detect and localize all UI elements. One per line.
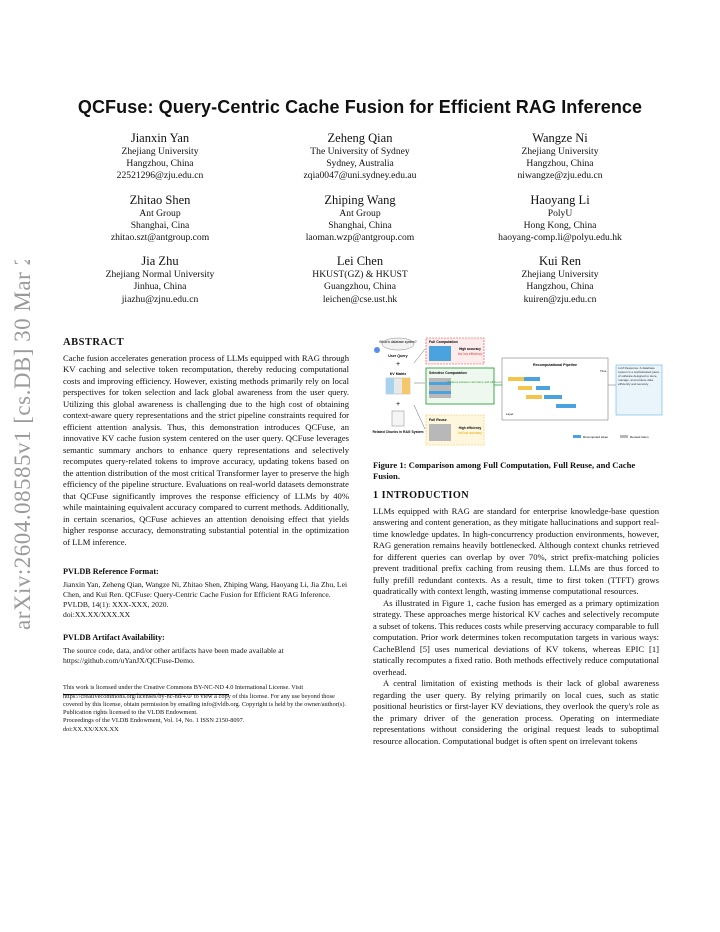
author-email: zqia0047@uni.sydney.edu.au — [303, 170, 417, 182]
author-entry — [60, 193, 260, 245]
author-loc: Sydney, Australia — [326, 158, 394, 170]
pipeline-box — [502, 358, 608, 420]
author-loc: Hangzhou, China — [526, 158, 594, 170]
author-loc: Hangzhou, China — [526, 281, 594, 293]
figure-1 — [368, 335, 668, 455]
license-text: This work is licensed under the Creative Commons BY-NC-ND 4.0 International License. Visit https://creativecommons.org/licenses/by-nc-nd/4.0/ to view a copy of this license. For any use beyond those covered by this license, obtain permission by emailing info@vldb.org. Copyright is held by the owner/author(s). Publication rights licensed to the VLDB Endowment. — [63, 684, 347, 717]
proceedings-text: Proceedings of the VLDB Endowment, Vol. 14, No. 1 ISSN 2150-8097. — [63, 717, 245, 725]
author-email: haoyang-comp.li@polyu.edu.hk — [498, 232, 622, 244]
author-name: Haoyang Li — [530, 192, 590, 207]
author-block — [60, 131, 660, 306]
author-entry — [460, 193, 660, 245]
intro-paragraph-2: As illustrated in Figure 1, cache fusion has emerged as a primary optimization strategy. These approaches merge historical KV caches and selectively recompute a subset of tokens. This reduces costs while preserving accuracy comparable to full computation. Prior work determines token recomputation targets in various ways: CacheBlend [5] uses numerical deviations of KV tokens, whereas EPIC [1] statically recomputes a fixed ratio. Both methods effectively reduce computational overhead. — [373, 597, 659, 677]
intro-paragraph-1: LLMs equipped with RAG are standard for enterprise knowledge-base question answering and content generation, as they mitigate hallucinations and support real-time knowledge updates. In high-concurrency production environments, however, RAG generation remains heavily bottlenecked. Although context chunks retrieved for different queries can overlap by over 70%, strict prefix-matching policies prevent traditional prefix caching from reusing them. LLMs are thus forced to fully prefill redundant contexts. As a result, time to first token (TTFT) grows quadratically with context length, wasting immense computational resources. — [373, 505, 659, 596]
legend-recomputed: Recomputed token — [583, 435, 609, 439]
author-loc: Guangzhou, China — [324, 281, 396, 293]
full-reuse-note2: but low accuracy — [458, 431, 482, 435]
abstract-text: Cache fusion accelerates generation process of LLMs equipped with RAG through KV caching and selective token recomputation, thereby reducing computational costs and improving efficiency. However, existing methods primarily rely on local perspectives for token selection and lack global awareness from the user query. Utilizing this global awareness is challenging due to the high cost of obtaining context-aware query representations and the strict pipeline constraints required for efficient attention analysis. Thus, this demonstration introduces QCFuse, an innovative KV cache fusion system centered on the user query. QCFuse leverages semantic summary anchors to enhance query representations and selectively recomputes query-related tokens to improve accuracy, updating tokens based on the attention distribution of the most critical Transformer layer to preserve the high efficiency of the pipeline structure. Evaluations on real-world datasets demonstrate that QCFuse significantly improves the response efficiency of LLMs by 40% while maintaining equivalent accuracy compared to current methods. Additionally, in certain scenarios, QCFuse achieves an attention denoising effect that yields higher response accuracy, demonstrating substantial potential in the optimization of LLM inference. — [63, 352, 349, 547]
pipeline-label: Recomputational Pipeline — [533, 363, 577, 367]
plus-sign-2: + — [395, 401, 401, 408]
selective-note: Balance between accuracy and efficiency — [447, 380, 503, 384]
author-entry — [260, 193, 460, 245]
legend-reused: Reused token — [630, 435, 649, 439]
author-entry — [60, 254, 260, 306]
author-email: laoman.wzp@antgroup.com — [305, 232, 415, 244]
author-affil: Zhejiang University — [521, 269, 599, 281]
user-icon — [374, 347, 380, 353]
author-loc: Hangzhou, China — [126, 158, 194, 170]
author-entry — [260, 131, 460, 183]
introduction-heading: 1 INTRODUCTION — [373, 490, 470, 501]
full-comp-note1: High accuracy — [459, 347, 481, 351]
reference-format-doi: doi:XX.XX/XXX.XX — [63, 610, 131, 620]
abstract-heading: ABSTRACT — [63, 337, 125, 348]
author-name: Zhitao Shen — [129, 192, 191, 207]
author-name: Jianxin Yan — [130, 131, 190, 145]
intro-paragraph-3: A central limitation of existing methods is their lack of global awareness regarding the user query. By relying primarily on local cues, such as static positional heuristics or first-layer KV deviations, they overlook the query's role as the primary driver of the generation process. Operating on intermediate representations without considering the original request leads to suboptimal resource allocation. Computational budget is often spent on irrelevant tokens — [373, 678, 659, 746]
author-entry — [260, 254, 460, 306]
author-name: Zeheng Qian — [327, 131, 393, 145]
time-label: Time — [600, 369, 607, 373]
author-email: 22521296@zju.edu.cn — [116, 170, 204, 182]
document-icon — [392, 411, 404, 426]
reference-format-text: Jianxin Yan, Zeheng Qian, Wangze Ni, Zhitao Shen, Zhiping Wang, Haoyang Li, Jia Zhu, Lei Chen, and Kui Ren. QCFuse: Query-Centric Cache Fusion for Efficient RAG Inference. PVLDB, 14(1): XXX-XXX, 2020. — [63, 579, 348, 609]
footnote-doi: doi:XX.XX/XXX.XX — [63, 725, 119, 733]
right-column — [373, 490, 659, 747]
author-affil: Zhejiang Normal University — [105, 269, 215, 281]
full-reuse-label: Full Reuse — [429, 418, 447, 422]
author-affil: Zhejiang University — [521, 146, 599, 157]
full-reuse-note1: High efficiency — [458, 426, 482, 430]
author-email: zhitao.szt@antgroup.com — [110, 232, 210, 244]
author-affil: HKUST(GZ) & HKUST — [312, 269, 408, 281]
figure-caption: Figure 1: Comparison among Full Computation, Full Reuse, and Cache Fusion. — [373, 460, 636, 482]
branch-arrows — [414, 349, 425, 429]
full-comp-note2: but low efficiency — [457, 352, 483, 356]
user-query-label: User Query — [388, 354, 408, 358]
author-entry — [60, 131, 260, 183]
author-affil: The University of Sydney — [310, 146, 410, 157]
full-computation-grid — [429, 346, 451, 361]
left-column — [63, 337, 349, 734]
kv-matrix-label: KV Matrix — [389, 372, 407, 376]
query-bubble-text: What is database system? — [379, 340, 417, 344]
legend-recomputed-swatch — [573, 435, 581, 438]
author-email: jiazhu@zjnu.edu.cn — [121, 293, 199, 305]
author-loc: Shanghai, China — [328, 219, 392, 231]
author-email: leichen@cse.ust.hk — [322, 293, 398, 305]
author-name: Wangze Ni — [532, 131, 588, 145]
author-name: Kui Ren — [538, 254, 581, 269]
author-affil: Zhejiang University — [121, 146, 199, 157]
author-affil: Ant Group — [339, 207, 381, 219]
author-entry — [460, 131, 660, 183]
related-chunks-label: Related Chunks in RAG System — [372, 430, 424, 434]
legend-reused-swatch — [620, 435, 628, 438]
selective-label: Selective Computation — [429, 371, 467, 375]
author-entry — [460, 254, 660, 306]
paper-title: QCFuse: Query-Centric Cache Fusion for Efficient RAG Inference — [77, 97, 643, 117]
plus-sign-1: + — [395, 361, 401, 368]
author-loc: Jinhua, China — [133, 281, 187, 293]
author-name: Jia Zhu — [141, 254, 179, 269]
full-computation-label: Full Computation — [429, 340, 458, 344]
llm-output-text: LLM Response: A database system is a sophisticated piece of software designed to store, manage, and retrieve data efficiently and securely. — [618, 367, 660, 386]
artifact-text: The source code, data, and/or other artifacts have been made available at https://github.com/uYanJX/QCFuse-Demo. — [63, 645, 284, 666]
author-name: Lei Chen — [336, 254, 384, 269]
layer-label: Layer — [506, 412, 514, 416]
author-name: Zhiping Wang — [324, 192, 396, 207]
arxiv-identifier — [0, 260, 44, 660]
kv-matrix-grid — [386, 378, 410, 394]
author-affil: Ant Group — [139, 207, 181, 219]
author-email: kuiren@zju.edu.cn — [523, 293, 597, 305]
author-loc: Shanghai, Cina — [130, 219, 190, 231]
author-email: niwangze@zju.edu.cn — [517, 170, 603, 182]
reference-format-heading: PVLDB Reference Format: — [63, 567, 159, 576]
arxiv-id-text: arXiv:2604.08585v1 [cs.DB] 30 Mar 2026 — [10, 260, 35, 630]
author-loc: Hong Kong, China — [523, 219, 597, 231]
full-reuse-grid — [429, 424, 451, 441]
artifact-heading: PVLDB Artifact Availability: — [63, 633, 165, 643]
author-affil: PolyU — [547, 207, 573, 219]
